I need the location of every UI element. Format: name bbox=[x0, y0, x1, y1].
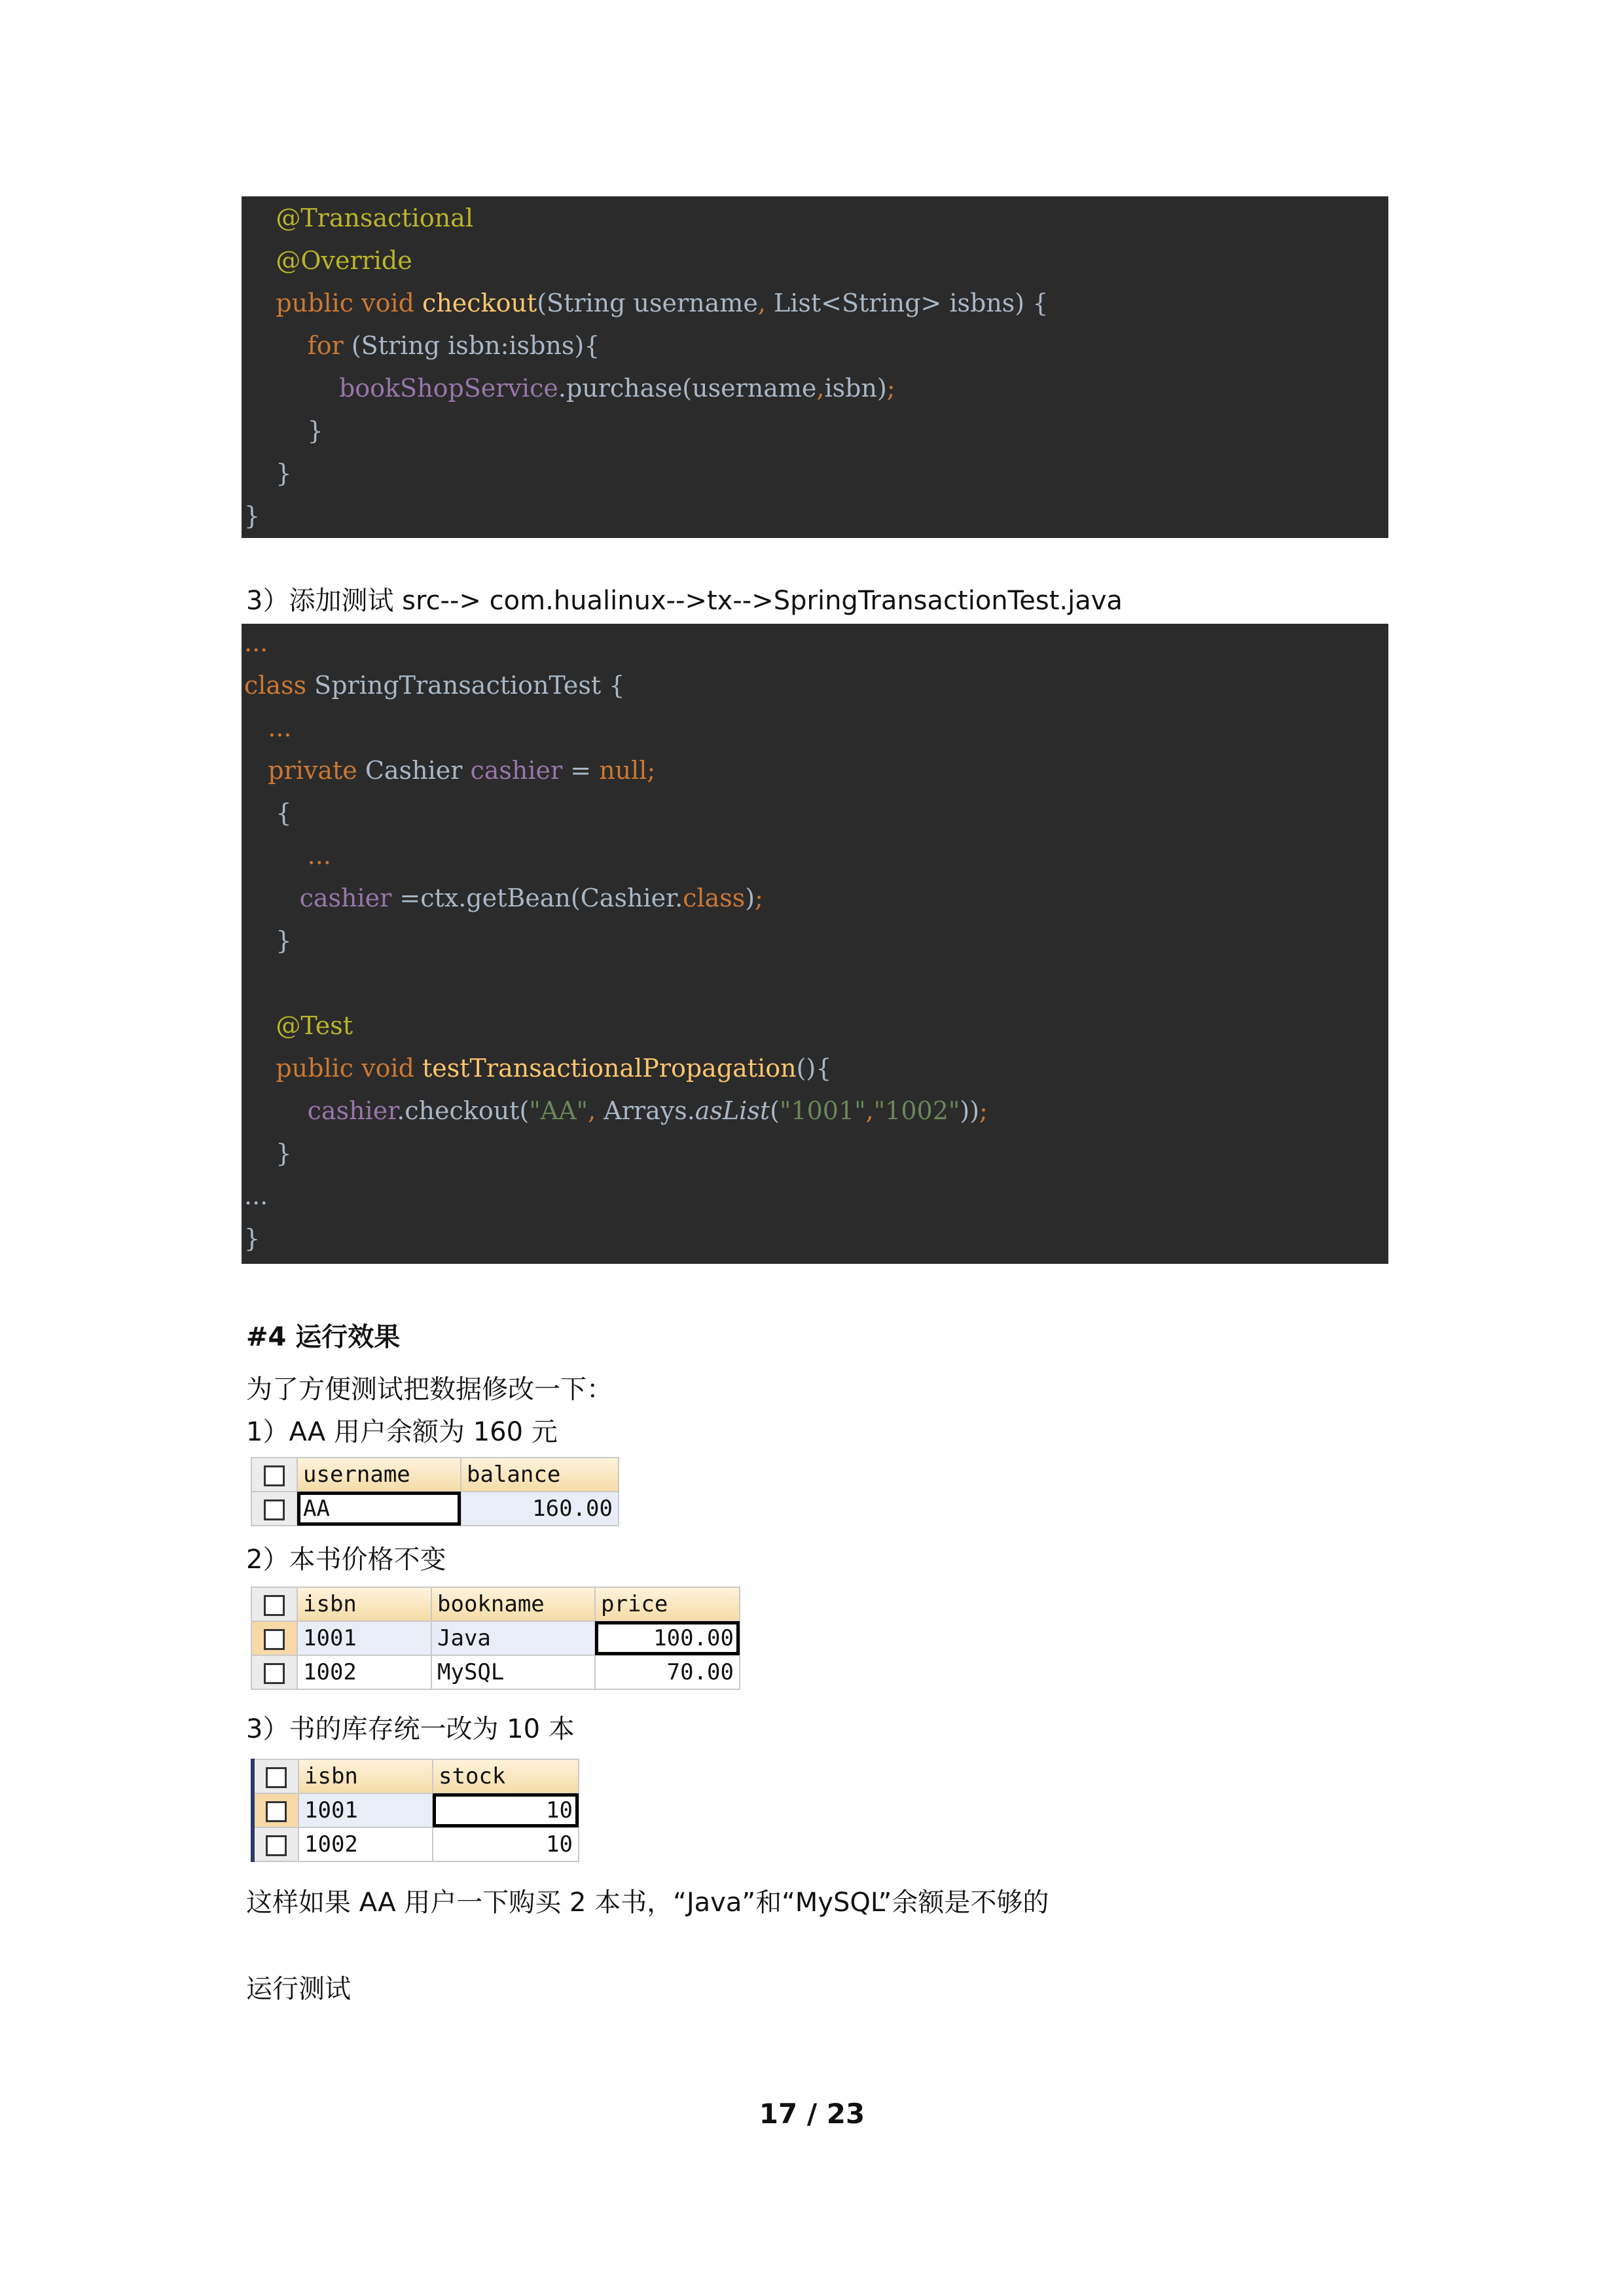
code-token: } bbox=[244, 459, 292, 488]
code-token: .purchase(username bbox=[558, 374, 817, 403]
checkbox-icon[interactable] bbox=[264, 1629, 285, 1650]
code-token: @Test bbox=[276, 1011, 353, 1040]
code-token bbox=[244, 246, 276, 275]
table-cell[interactable]: Java bbox=[431, 1621, 595, 1655]
code-line bbox=[244, 1094, 988, 1127]
code-token: isbn) bbox=[824, 374, 887, 403]
code-token: ... bbox=[244, 628, 268, 657]
code-token bbox=[244, 841, 308, 870]
code-token bbox=[244, 1054, 276, 1083]
code-token: cashier bbox=[299, 884, 400, 912]
column-header[interactable]: isbn bbox=[298, 1759, 433, 1793]
section-heading: #4 运行效果 bbox=[246, 1322, 401, 1352]
code-token: } bbox=[244, 1139, 292, 1168]
item3-text: 3）书的库存统一改为 10 本 bbox=[246, 1714, 575, 1744]
table-cell[interactable]: 70.00 bbox=[595, 1655, 740, 1689]
table-row[interactable] bbox=[253, 1827, 579, 1861]
table-cell[interactable]: 10 bbox=[433, 1793, 579, 1827]
stock-table bbox=[251, 1759, 579, 1862]
column-header[interactable]: isbn bbox=[297, 1587, 431, 1621]
item1-text: 1）AA 用户余额为 160 元 bbox=[246, 1417, 558, 1447]
checkbox-icon[interactable] bbox=[266, 1767, 287, 1788]
code-line bbox=[244, 626, 268, 659]
code-line bbox=[244, 882, 763, 914]
code-block-test bbox=[242, 624, 1388, 1264]
code-line bbox=[244, 202, 473, 234]
code-token: SpringTransactionTest { bbox=[314, 671, 625, 700]
code-token bbox=[244, 713, 268, 742]
checkbox-icon[interactable] bbox=[264, 1499, 285, 1520]
code-line bbox=[244, 669, 624, 702]
code-token bbox=[244, 1096, 308, 1125]
code-line bbox=[244, 1009, 353, 1042]
code-line bbox=[244, 457, 292, 490]
code-token: .checkout( bbox=[397, 1096, 530, 1125]
intro-text: 为了方便测试把数据修改一下： bbox=[246, 1374, 613, 1405]
table-cell[interactable]: 1002 bbox=[297, 1655, 431, 1689]
code-line bbox=[244, 1179, 268, 1212]
code-token: =ctx.getBean(Cashier. bbox=[399, 884, 683, 912]
column-header[interactable]: balance bbox=[461, 1458, 619, 1492]
table-row[interactable] bbox=[253, 1793, 579, 1827]
table-cell[interactable]: 1001 bbox=[298, 1793, 433, 1827]
code-token: "1001" bbox=[779, 1096, 866, 1125]
code-token: checkout bbox=[422, 289, 537, 317]
code-token: , bbox=[757, 289, 774, 317]
checkbox-icon[interactable] bbox=[264, 1465, 285, 1486]
code-token: )) bbox=[960, 1096, 980, 1125]
column-header[interactable]: bookname bbox=[431, 1587, 595, 1621]
code-token: ) bbox=[745, 884, 755, 912]
run-test-text: 运行测试 bbox=[246, 1974, 351, 2004]
code-token: @Transactional bbox=[276, 204, 473, 232]
table-row[interactable] bbox=[251, 1492, 619, 1526]
table-cell[interactable]: 10 bbox=[433, 1827, 579, 1861]
table-cell[interactable]: 100.00 bbox=[595, 1621, 740, 1655]
code-token: public void bbox=[276, 1054, 423, 1083]
code-token: { bbox=[244, 798, 292, 827]
code-block-checkout bbox=[242, 196, 1388, 538]
header-checkbox[interactable] bbox=[251, 1458, 297, 1492]
code-token: ... bbox=[244, 1181, 268, 1210]
code-token: asList bbox=[695, 1096, 770, 1125]
code-token: Arrays. bbox=[604, 1096, 695, 1125]
column-header[interactable]: username bbox=[297, 1458, 461, 1492]
code-token: null; bbox=[599, 756, 656, 785]
checkbox-icon[interactable] bbox=[266, 1835, 287, 1856]
code-line bbox=[244, 1137, 292, 1170]
code-token: "1002" bbox=[873, 1096, 960, 1125]
code-line bbox=[244, 287, 1048, 319]
code-line bbox=[244, 372, 895, 404]
table-cell[interactable]: MySQL bbox=[431, 1655, 595, 1689]
table-cell[interactable]: 160.00 bbox=[461, 1492, 619, 1526]
table-row[interactable] bbox=[251, 1655, 740, 1689]
code-line bbox=[244, 797, 292, 829]
row-checkbox[interactable] bbox=[253, 1793, 298, 1827]
code-token bbox=[244, 289, 276, 317]
table-cell[interactable]: 1001 bbox=[297, 1621, 431, 1655]
code-token: cashier bbox=[470, 756, 571, 785]
column-header[interactable]: price bbox=[595, 1587, 740, 1621]
code-line bbox=[244, 711, 292, 744]
code-token: class bbox=[683, 884, 746, 912]
code-token: } bbox=[244, 416, 323, 445]
table-row[interactable] bbox=[251, 1621, 740, 1655]
code-token bbox=[244, 1011, 276, 1040]
code-line bbox=[244, 414, 323, 447]
code-token: private bbox=[268, 756, 365, 785]
code-token: ... bbox=[268, 713, 292, 742]
code-token: } bbox=[244, 926, 292, 955]
code-token: } bbox=[244, 1224, 261, 1253]
code-token bbox=[244, 331, 308, 360]
checkbox-icon[interactable] bbox=[266, 1801, 287, 1822]
book-table bbox=[251, 1587, 740, 1690]
checkbox-icon[interactable] bbox=[264, 1595, 285, 1616]
code-token: public void bbox=[276, 289, 423, 317]
column-header[interactable]: stock bbox=[433, 1759, 579, 1793]
balance-table bbox=[251, 1457, 619, 1526]
code-token: , bbox=[588, 1096, 604, 1125]
code-line bbox=[244, 754, 655, 787]
step3-heading: 3）添加测试 src--> com.hualinux-->tx-->SpringTransactionTest.java bbox=[246, 586, 1123, 616]
code-token bbox=[244, 374, 339, 403]
code-token: , bbox=[865, 1096, 874, 1125]
code-token: cashier bbox=[307, 1096, 397, 1125]
code-token: for bbox=[307, 331, 352, 360]
code-line bbox=[244, 244, 412, 277]
code-line bbox=[244, 1222, 260, 1255]
code-token: ( bbox=[770, 1096, 780, 1125]
code-token bbox=[244, 204, 276, 232]
row-checkbox[interactable] bbox=[251, 1621, 297, 1655]
header-checkbox[interactable] bbox=[251, 1587, 297, 1621]
code-token: class bbox=[244, 671, 315, 700]
code-token: ; bbox=[886, 374, 895, 403]
code-token: Cashier bbox=[365, 756, 471, 785]
page-number: 17 / 23 bbox=[759, 2098, 865, 2130]
table-cell[interactable]: AA bbox=[297, 1492, 461, 1526]
checkbox-icon[interactable] bbox=[264, 1663, 285, 1684]
code-token: (){ bbox=[796, 1054, 832, 1083]
code-token: @Override bbox=[276, 246, 412, 275]
code-token: testTransactionalPropagation bbox=[422, 1054, 797, 1083]
code-token: "AA" bbox=[529, 1096, 588, 1125]
code-token bbox=[244, 756, 268, 785]
header-checkbox[interactable] bbox=[253, 1759, 298, 1793]
table-cell[interactable]: 1002 bbox=[298, 1827, 433, 1861]
row-checkbox[interactable] bbox=[251, 1655, 297, 1689]
code-line bbox=[244, 924, 292, 957]
code-token: List<String> isbns) { bbox=[774, 289, 1049, 317]
code-token bbox=[244, 884, 300, 912]
code-line bbox=[244, 499, 260, 532]
note-text: 这样如果 AA 用户一下购买 2 本书，“Java”和“MySQL”余额是不够的 bbox=[246, 1888, 1049, 1918]
code-token: (String username bbox=[537, 289, 758, 317]
code-token: (String isbn:isbns){ bbox=[351, 331, 600, 360]
row-checkbox[interactable] bbox=[253, 1827, 298, 1861]
row-checkbox[interactable] bbox=[251, 1492, 297, 1526]
code-token: ; bbox=[755, 884, 763, 912]
code-line bbox=[244, 329, 600, 362]
code-line bbox=[244, 839, 331, 872]
code-token: ... bbox=[307, 841, 331, 870]
code-token: } bbox=[244, 501, 261, 530]
code-token: = bbox=[570, 756, 600, 785]
code-token: ; bbox=[979, 1096, 988, 1125]
code-token: bookShopService bbox=[338, 374, 558, 403]
code-token: , bbox=[816, 374, 825, 403]
code-line bbox=[244, 1052, 831, 1085]
item2-text: 2）本书价格不变 bbox=[246, 1545, 446, 1575]
